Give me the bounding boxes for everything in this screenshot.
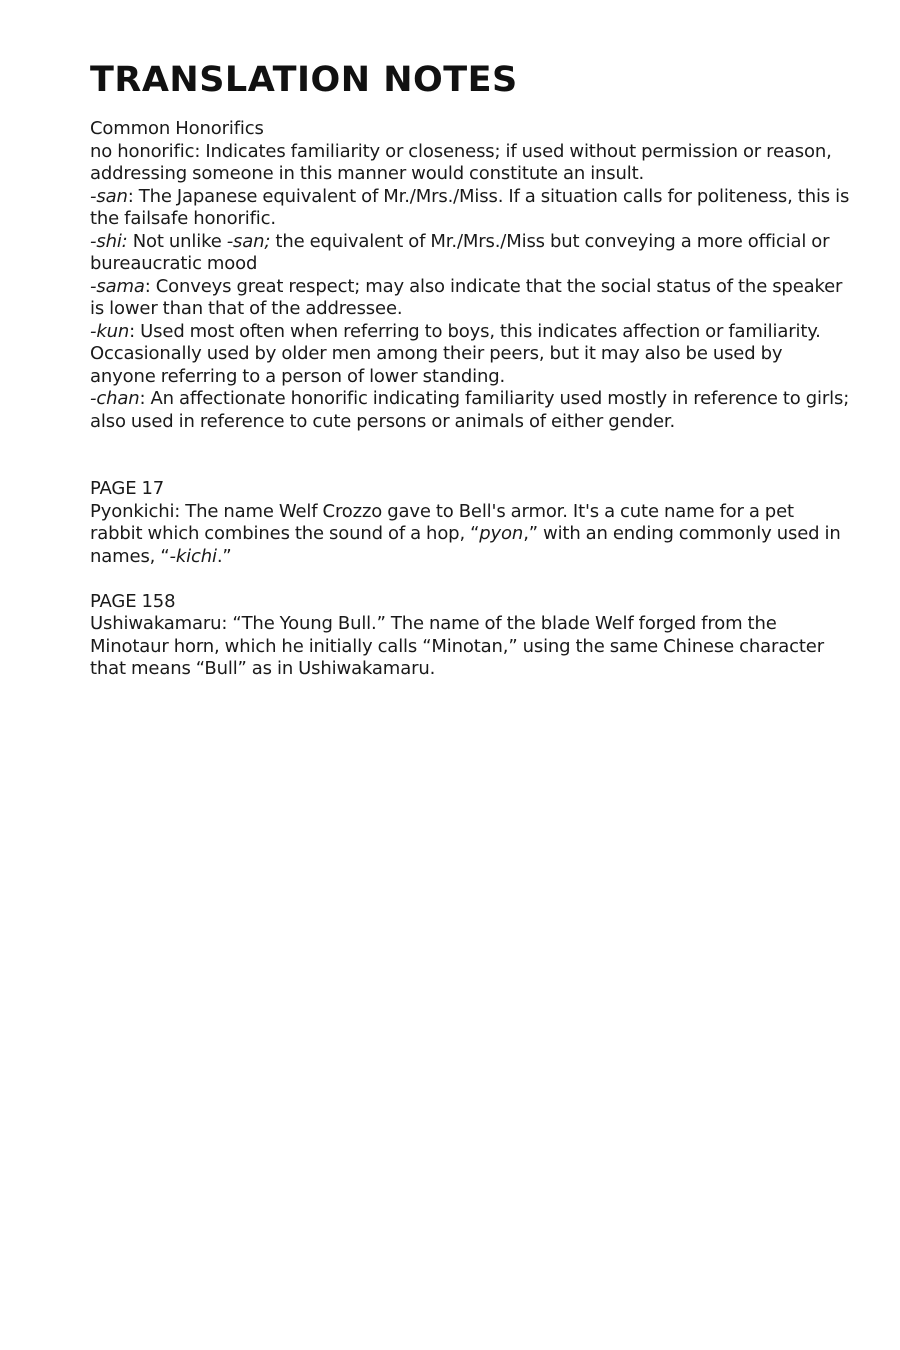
page-note (90, 591, 850, 681)
honorifics-heading: Common Honorifics (90, 118, 264, 139)
honorific-definition: The Japanese equivalent of Mr./Mrs./Miss. If a situation calls for politeness, this is the failsafe honorific. (90, 185, 850, 229)
honorific-term: -chan (90, 388, 140, 409)
page-note (90, 478, 850, 568)
page-label: PAGE 158 (90, 590, 176, 612)
section-spacer (90, 433, 850, 478)
honorific-definition-part: the equivalent of Mr./Mrs./Miss but conveying a more official or bureaucratic mood (90, 230, 830, 274)
honorific-term: -san (90, 185, 128, 207)
note-text-part: pyon (479, 523, 524, 544)
honorific-definition-part: -san; (226, 230, 271, 252)
honorific-definition: Indicates familiarity or closeness; if used without permission or reason, addressing someone in this manner would constitute an insult. (90, 140, 832, 184)
note-text-part: Pyonkichi: The name Welf Crozzo gave to Bell's armor. It's a cute name for a pet rabbit which combines the sound of a hop, “ (90, 500, 794, 544)
honorific-term: no honorific (90, 140, 195, 162)
honorific-definition-part: Not unlike (132, 230, 227, 252)
note-text-part: .” (216, 545, 232, 567)
honorific-separator: : (144, 275, 156, 297)
honorific-definition: An affectionate honorific indicating familiarity used mostly in reference to girls; also used in reference to cute persons or animals of either gender. (90, 388, 850, 432)
honorific-term: -kun (90, 320, 130, 342)
page-label: PAGE 17 (90, 478, 165, 499)
note-text (90, 501, 850, 569)
honorific-separator: : (127, 185, 139, 207)
note-text-part: -kichi (169, 545, 217, 567)
note-text (90, 613, 850, 681)
honorific-separator: : (139, 388, 151, 409)
honorific-term: -sama (90, 275, 145, 297)
document-page (90, 58, 850, 681)
honorific-separator: : (194, 140, 206, 162)
note-text-part: Ushiwakamaru: “The Young Bull.” The name of the blade Welf forged from the Minotaur horn, which he initially calls “Minotan,” using the same Chinese character that means “Bull” as in Ushiwakamaru. (90, 613, 824, 679)
honorifics-section (90, 118, 850, 433)
honorific-entry (90, 276, 850, 321)
honorific-definition: Used most often when referring to boys, this indicates affection or familiarity. Occasionally used by older men among their peers, but it may also be used by anyone referring to a person of lower standing. (90, 320, 821, 387)
honorific-separator: : (129, 320, 141, 342)
honorific-entry (90, 186, 850, 231)
honorific-definition: Conveys great respect; may also indicate that the social status of the speaker is lower than that of the addressee. (90, 275, 843, 319)
honorific-entry (90, 321, 850, 389)
note-spacer (90, 568, 850, 591)
honorific-entry (90, 388, 850, 433)
honorific-term: -shi: (90, 230, 128, 252)
honorific-entry (90, 141, 850, 186)
page-title: TRANSLATION NOTES (90, 60, 518, 100)
note-text-part: ,” with an ending commonly used in names, “ (90, 523, 841, 567)
honorific-entry (90, 231, 850, 276)
